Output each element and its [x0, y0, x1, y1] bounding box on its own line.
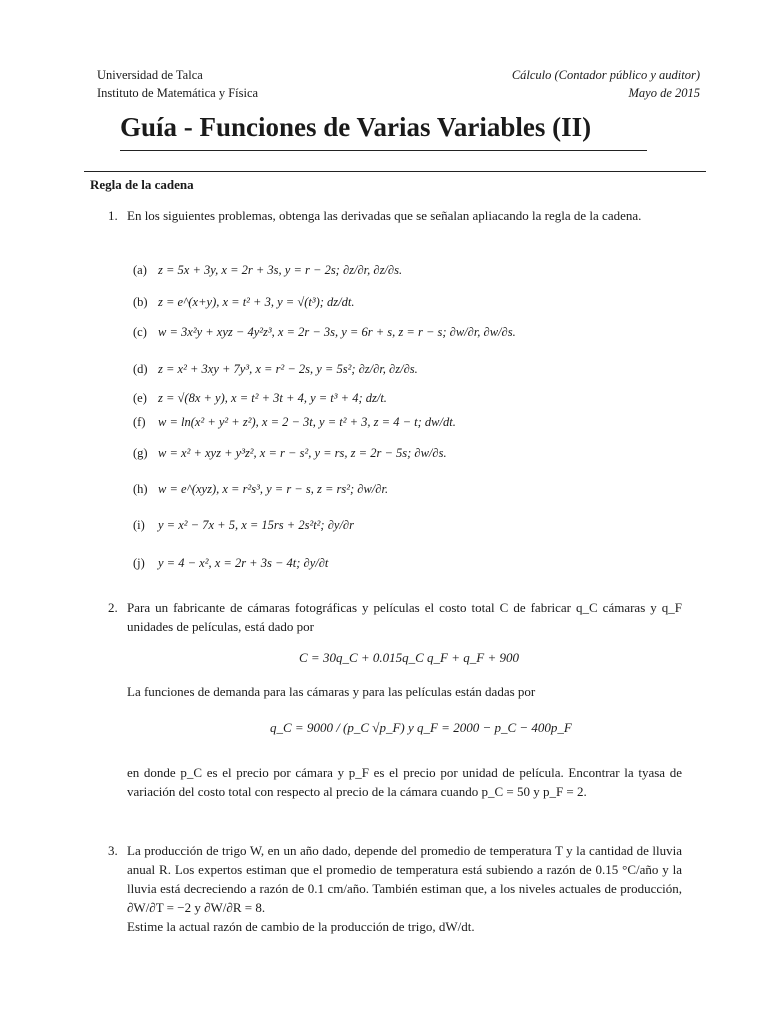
item-b-expr: z = e^(x+y), x = t² + 3, y = √(t³); dz/dt.	[158, 295, 355, 309]
document-date: Mayo de 2015	[628, 86, 700, 100]
item-a-expr: z = 5x + 3y, x = 2r + 3s, y = r − 2s; ∂z/∂r, ∂z/∂s.	[158, 263, 403, 277]
problem-3-question: Estime la actual razón de cambio de la producción de trigo, dW/dt.	[127, 919, 475, 934]
problem-2-number: 2.	[108, 600, 118, 615]
problem-3-text: La producción de trigo W, en un año dado, depende del promedio de temperatura T y la cantidad de lluvia anual R. Los expertos estiman que el promedio de temperatura está subiendo a razón de 0.15 °C/año y la lluvia está decreciendo a razón de 0.1 cm/año. También estiman que, a los niveles actuales de producción, ∂W/∂T = −2 y ∂W/∂R = 8.	[127, 843, 682, 915]
problem-3-number: 3.	[108, 843, 118, 858]
item-d-expr: z = x² + 3xy + 7y³, x = r² − 2s, y = 5s²; ∂z/∂r, ∂z/∂s.	[158, 362, 418, 376]
document-title: Guía - Funciones de Varias Variables (II)	[120, 112, 592, 142]
section-title: Regla de la cadena	[90, 177, 194, 192]
university-name: Universidad de Talca	[97, 68, 203, 82]
item-i-label: (i)	[133, 518, 145, 532]
item-h-expr: w = e^(xyz), x = r²s³, y = r − s, z = rs²; ∂w/∂r.	[158, 482, 389, 496]
item-i-expr: y = x² − 7x + 5, x = 15rs + 2s²t²; ∂y/∂r	[158, 518, 354, 532]
header-right	[512, 66, 700, 102]
item-a-label: (a)	[133, 263, 147, 277]
item-b-label: (b)	[133, 295, 148, 309]
title-underline	[120, 150, 647, 151]
demand-equations: q_C = 9000 / (p_C √p_F) y q_F = 2000 − p_C − 400p_F	[270, 720, 572, 735]
item-e-label: (e)	[133, 391, 147, 405]
item-j-expr: y = 4 − x², x = 2r + 3s − 4t; ∂y/∂t	[158, 556, 329, 570]
item-h-label: (h)	[133, 482, 148, 496]
item-g-label: (g)	[133, 446, 148, 460]
item-g-expr: w = x² + xyz + y³z², x = r − s², y = rs, z = 2r − 5s; ∂w/∂s.	[158, 446, 447, 460]
item-d-label: (d)	[133, 362, 148, 376]
problem-1-intro: En los siguientes problemas, obtenga las derivadas que se señalan apliacando la regla de la cadena.	[127, 208, 642, 223]
header-left	[97, 66, 258, 102]
institute-name: Instituto de Matemática y Física	[97, 86, 259, 100]
problem-2-question: en donde p_C es el precio por cámara y p_F es el precio por unidad de película. Encontrar la tyasa de variación del costo total con respecto al precio de la cámara cuando p_C = 50 y p_F = 2.	[127, 765, 682, 799]
problem-1-number: 1.	[108, 208, 118, 223]
problem-2-intro: Para un fabricante de cámaras fotográficas y películas el costo total C de fabricar q_C cámaras y q_F unidades de películas, está dado por	[127, 600, 682, 634]
item-e-expr: z = √(8x + y), x = t² + 3t + 4, y = t³ + 4; dz/t.	[158, 391, 387, 405]
item-c-label: (c)	[133, 325, 147, 339]
item-f-label: (f)	[133, 415, 146, 429]
course-name: Cálculo (Contador público y auditor)	[511, 68, 700, 82]
section-divider	[84, 171, 706, 172]
item-c-expr: w = 3x²y + xyz − 4y²z³, x = 2r − 3s, y = 6r + s, z = r − s; ∂w/∂r, ∂w/∂s.	[158, 325, 516, 339]
item-j-label: (j)	[133, 556, 145, 570]
demand-intro: La funciones de demanda para las cámaras y para las películas están dadas por	[127, 684, 536, 699]
cost-equation: C = 30q_C + 0.015q_C q_F + q_F + 900	[299, 650, 519, 665]
item-f-expr: w = ln(x² + y² + z²), x = 2 − 3t, y = t² + 3, z = 4 − t; dw/dt.	[158, 415, 456, 429]
